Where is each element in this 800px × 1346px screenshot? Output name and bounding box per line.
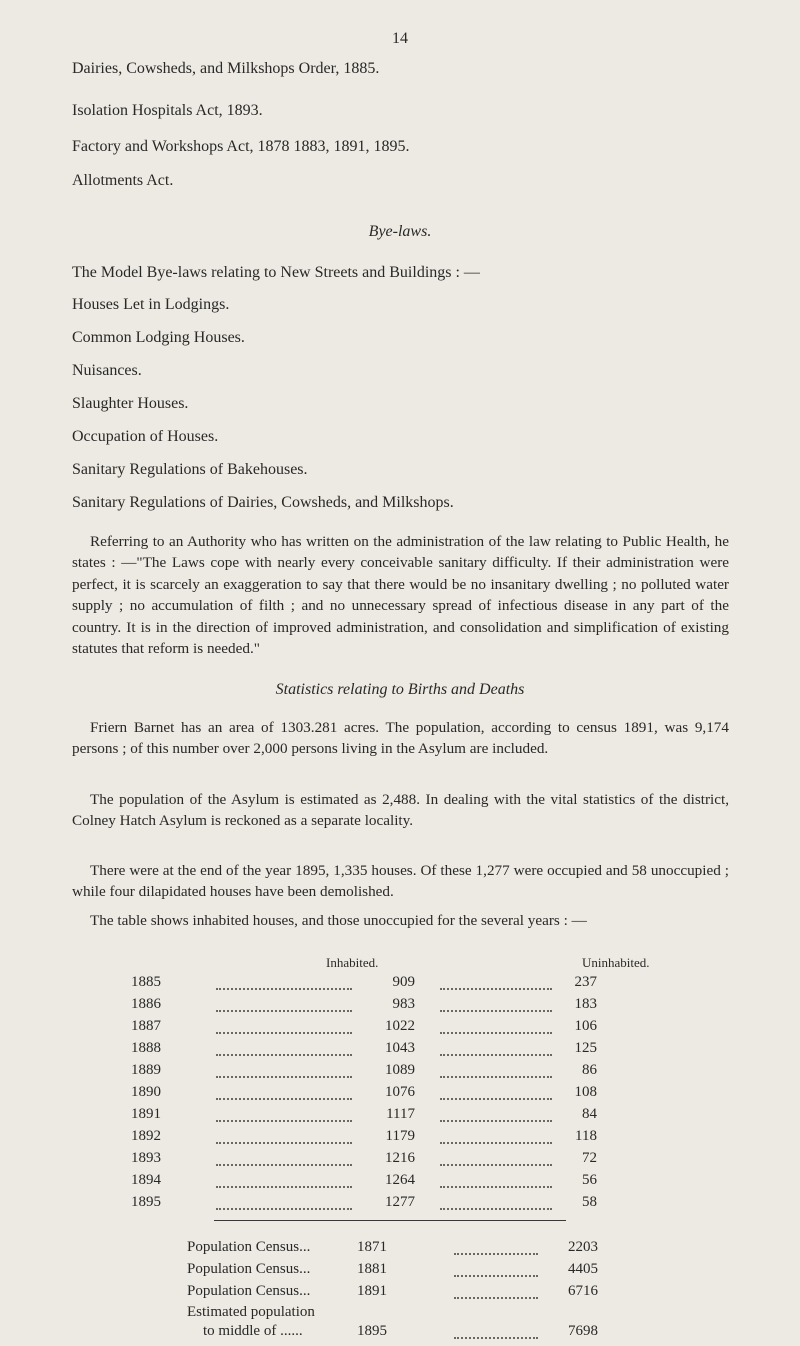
dot-leader: [440, 1043, 552, 1056]
dot-leader: [440, 1175, 552, 1188]
quote-text: Referring to an Authority who has written on the administration of the law relating to Public Health, he states : —"The Laws cope with nearly every conceivable sanitary difficulty. If their administration were perfect, it is scarcely an exaggeration to say that there would be no insanitary dwelling ; no polluted water supply ; no accumulation of filth ; and no unnecessary spread of infectious disease in any part of the country. It is in the direction of improved administration, and consolidation and simplification of existing statutes that reform is needed.": [72, 533, 729, 658]
census-value: 2203: [568, 1239, 598, 1255]
table-divider: [214, 1220, 566, 1221]
table-row: [0, 1172, 800, 1192]
act-allotments: Allotments Act.: [72, 172, 174, 189]
row-inhabited: 1216: [385, 1150, 415, 1166]
statistics-heading: Statistics relating to Births and Deaths: [275, 681, 525, 698]
census-label: Population Census...: [187, 1239, 311, 1255]
row-uninhabited: 118: [575, 1128, 597, 1144]
table-row: [0, 1084, 800, 1104]
row-inhabited: 1043: [385, 1040, 415, 1056]
paragraph-text: The table shows inhabited houses, and those unoccupied for the several years : —: [90, 912, 587, 929]
dot-leader: [216, 1131, 352, 1144]
census-year: 1871: [357, 1239, 387, 1255]
row-uninhabited: 58: [582, 1194, 597, 1210]
row-inhabited: 1277: [385, 1194, 415, 1210]
dot-leader: [216, 977, 352, 990]
row-year: 1885: [131, 974, 161, 990]
row-year: 1892: [131, 1128, 161, 1144]
estimate-row: [0, 1323, 800, 1345]
row-uninhabited: 56: [582, 1172, 597, 1188]
paragraph-text: There were at the end of the year 1895, 1,335 houses. Of these 1,277 were occupied and 58 unoccupied ; while four dilapidated houses have been demolished.: [72, 862, 729, 901]
table-row: [0, 1106, 800, 1126]
table-row: [0, 1150, 800, 1170]
dot-leader: [216, 1043, 352, 1056]
table-row: [0, 996, 800, 1016]
estimate-value: 7698: [568, 1323, 598, 1339]
table-row: [0, 1194, 800, 1214]
row-inhabited: 1264: [385, 1172, 415, 1188]
byelaw-item: Houses Let in Lodgings.: [72, 296, 230, 313]
column-header-uninhabited: Uninhabited.: [582, 955, 650, 970]
statistics-paragraph-area: [72, 717, 729, 760]
dot-leader: [216, 1197, 352, 1210]
table-row: [0, 974, 800, 994]
row-year: 1895: [131, 1194, 161, 1210]
row-inhabited: 983: [392, 996, 415, 1012]
estimate-year: 1895: [357, 1323, 387, 1339]
census-label: Population Census...: [187, 1283, 311, 1299]
row-uninhabited: 108: [574, 1084, 597, 1100]
dot-leader: [454, 1242, 538, 1255]
dot-leader: [216, 1153, 352, 1166]
act-factory-workshops: Factory and Workshops Act, 1878 1883, 1891, 1895.: [72, 138, 410, 155]
row-year: 1888: [131, 1040, 161, 1056]
table-row: [0, 1018, 800, 1038]
byelaw-item: Common Lodging Houses.: [72, 329, 245, 346]
byelaw-item: Occupation of Houses.: [72, 428, 219, 445]
census-value: 4405: [568, 1261, 598, 1277]
page-number: 14: [392, 30, 408, 47]
act-dairies: Dairies, Cowsheds, and Milkshops Order, 1885.: [72, 60, 380, 77]
row-uninhabited: 84: [582, 1106, 597, 1122]
dot-leader: [440, 1065, 552, 1078]
dot-leader: [216, 1175, 352, 1188]
dot-leader: [440, 1131, 552, 1144]
row-inhabited: 1022: [385, 1018, 415, 1034]
byelaws-heading: Bye-laws.: [368, 223, 432, 240]
byelaw-item: Nuisances.: [72, 362, 142, 379]
dot-leader: [440, 977, 552, 990]
table-row: [0, 1062, 800, 1082]
row-year: 1893: [131, 1150, 161, 1166]
row-uninhabited: 237: [574, 974, 597, 990]
paragraph-text: The population of the Asylum is estimated as 2,488. In dealing with the vital statistics of the district, Colney Hatch Asylum is reckoned as a separate locality.: [72, 791, 729, 830]
byelaw-item: Sanitary Regulations of Dairies, Cowsheds, and Milkshops.: [72, 494, 454, 511]
row-inhabited: 1076: [385, 1084, 415, 1100]
row-inhabited: 1179: [385, 1128, 415, 1144]
dot-leader: [216, 1109, 352, 1122]
dot-leader: [216, 1021, 352, 1034]
census-row: [0, 1261, 800, 1283]
row-uninhabited: 86: [582, 1062, 597, 1078]
estimate-label-line2: to middle of ......: [203, 1323, 303, 1339]
row-uninhabited: 125: [574, 1040, 597, 1056]
row-inhabited: 1117: [386, 1106, 415, 1122]
dot-leader: [216, 1087, 352, 1100]
table-row: [0, 1128, 800, 1148]
row-year: 1891: [131, 1106, 161, 1122]
dot-leader: [454, 1326, 538, 1339]
dot-leader: [440, 1197, 552, 1210]
row-uninhabited: 72: [582, 1150, 597, 1166]
row-year: 1889: [131, 1062, 161, 1078]
row-year: 1894: [131, 1172, 161, 1188]
dot-leader: [216, 1065, 352, 1078]
row-year: 1890: [131, 1084, 161, 1100]
byelaw-item: Sanitary Regulations of Bakehouses.: [72, 461, 308, 478]
column-header-inhabited: Inhabited.: [326, 955, 379, 970]
statistics-paragraph-asylum: [72, 789, 729, 832]
byelaw-item: The Model Bye-laws relating to New Streets and Buildings : —: [72, 264, 480, 281]
dot-leader: [440, 1153, 552, 1166]
dot-leader: [440, 999, 552, 1012]
dot-leader: [440, 1109, 552, 1122]
census-year: 1891: [357, 1283, 387, 1299]
census-year: 1881: [357, 1261, 387, 1277]
dot-leader: [454, 1264, 538, 1277]
census-label: Population Census...: [187, 1261, 311, 1277]
row-uninhabited: 106: [574, 1018, 597, 1034]
row-inhabited: 909: [392, 974, 415, 990]
statistics-paragraph-table-intro: [72, 910, 729, 931]
row-inhabited: 1089: [385, 1062, 415, 1078]
byelaw-item: Slaughter Houses.: [72, 395, 189, 412]
dot-leader: [440, 1087, 552, 1100]
dot-leader: [216, 999, 352, 1012]
census-row: [0, 1239, 800, 1261]
row-year: 1887: [131, 1018, 161, 1034]
dot-leader: [454, 1286, 538, 1299]
statistics-paragraph-houses: [72, 860, 729, 903]
dot-leader: [440, 1021, 552, 1034]
row-uninhabited: 183: [574, 996, 597, 1012]
act-isolation-hospitals: Isolation Hospitals Act, 1893.: [72, 102, 263, 119]
census-row: [0, 1283, 800, 1305]
quote-paragraph: [72, 531, 729, 659]
row-year: 1886: [131, 996, 161, 1012]
census-value: 6716: [568, 1283, 598, 1299]
estimate-label-line1: Estimated population: [187, 1304, 315, 1320]
paragraph-text: Friern Barnet has an area of 1303.281 acres. The population, according to census 1891, was 9,174 persons ; of this number over 2,000 persons living in the Asylum are included.: [72, 719, 729, 758]
table-row: [0, 1040, 800, 1060]
